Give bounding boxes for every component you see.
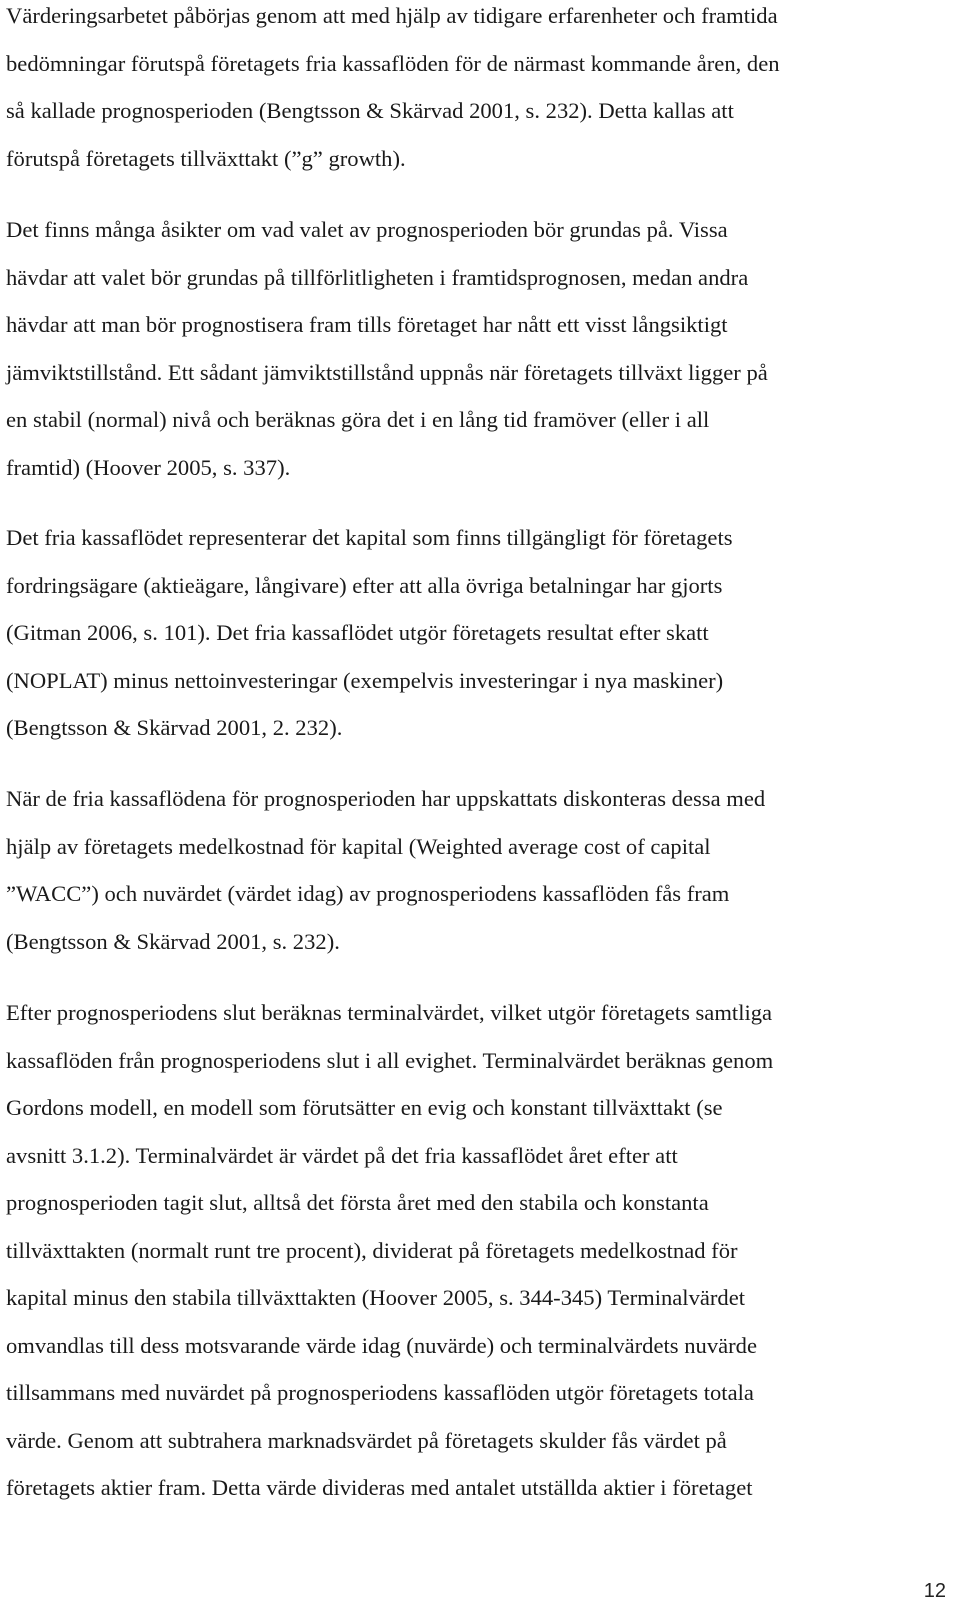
text-line: jämviktstillstånd. Ett sådant jämviktstillstånd uppnås när företagets tillväxt ligger på	[6, 359, 768, 385]
text-line: hjälp av företagets medelkostnad för kapital (Weighted average cost of capital	[6, 833, 711, 859]
text-line: (Bengtsson & Skärvad 2001, 2. 232).	[6, 715, 343, 740]
text-line: Det finns många åsikter om vad valet av prognosperioden bör grundas på. Vissa	[6, 217, 728, 242]
text-line: hävdar att valet bör grundas på tillförlitligheten i framtidsprognosen, medan andra	[6, 264, 749, 290]
paragraph-free-cash-flow	[6, 514, 733, 752]
paragraph-discounting-wacc	[6, 775, 765, 965]
text-line: tillsammans med nuvärdet på prognosperiodens kassaflöden utgör företagets totala	[6, 1380, 754, 1405]
text-line: så kallade prognosperioden (Bengtsson & Skärvad 2001, s. 232). Detta kallas att	[6, 98, 734, 123]
text-line: Efter prognosperiodens slut beräknas terminalvärdet, vilket utgör företagets samtliga	[6, 1000, 773, 1025]
text-line: kapital minus den stabila tillväxttakten (Hoover 2005, s. 344-345) Terminalvärdet	[6, 1285, 746, 1310]
text-line: Det fria kassaflödet representerar det kapital som finns tillgängligt för företagets	[6, 525, 733, 550]
text-line: hävdar att man bör prognostisera fram tills företaget har nått ett visst långsiktigt	[6, 312, 728, 337]
text-line: När de fria kassaflödena för prognosperioden har uppskattats diskonteras dessa med	[6, 786, 766, 811]
text-line: Gordons modell, en modell som förutsätter en evig och konstant tillväxttakt (se	[6, 1095, 723, 1120]
text-line: avsnitt 3.1.2). Terminalvärdet är värdet på det fria kassaflödet året efter att	[6, 1142, 678, 1168]
text-line: bedömningar förutspå företagets fria kassaflöden för de närmast kommande åren, den	[6, 50, 780, 76]
text-line: omvandlas till dess motsvarande värde idag (nuvärde) och terminalvärdets nuvärde	[6, 1332, 757, 1358]
paragraph-terminal-value	[6, 989, 773, 1512]
text-line: (Bengtsson & Skärvad 2001, s. 232).	[6, 928, 340, 954]
text-line: framtid) (Hoover 2005, s. 337).	[6, 454, 291, 480]
text-line: värde. Genom att subtrahera marknadsvärdet på företagets skulder fås värdet på	[6, 1427, 727, 1453]
text-line: ”WACC”) och nuvärdet (värdet idag) av prognosperiodens kassaflöden fås fram	[6, 881, 730, 906]
text-line: Värderingsarbetet påbörjas genom att med hjälp av tidigare erfarenheter och framtida	[6, 3, 778, 28]
text-line: (Gitman 2006, s. 101). Det fria kassaflödet utgör företagets resultat efter skatt	[6, 620, 709, 645]
text-line: (NOPLAT) minus nettoinvesteringar (exempelvis investeringar i nya maskiner)	[6, 667, 724, 693]
text-line: en stabil (normal) nivå och beräknas göra det i en lång tid framöver (eller i all	[6, 407, 710, 432]
text-line: fordringsägare (aktieägare, långivare) efter att alla övriga betalningar har gjorts	[6, 572, 723, 598]
text-line: företagets aktier fram. Detta värde divideras med antalet utställda aktier i företaget	[6, 1475, 753, 1500]
text-line: kassaflöden från prognosperiodens slut i all evighet. Terminalvärdet beräknas genom	[6, 1047, 774, 1073]
text-line: förutspå företagets tillväxttakt (”g” growth).	[6, 145, 406, 171]
paragraph-forecast-period	[6, 206, 768, 491]
paragraph-valuation-intro	[6, 0, 780, 182]
page-number: 12	[923, 1580, 946, 1602]
text-line: tillväxttakten (normalt runt tre procent), dividerat på företagets medelkostnad för	[6, 1237, 738, 1263]
text-line: prognosperioden tagit slut, alltså det första året med den stabila och konstanta	[6, 1190, 709, 1215]
